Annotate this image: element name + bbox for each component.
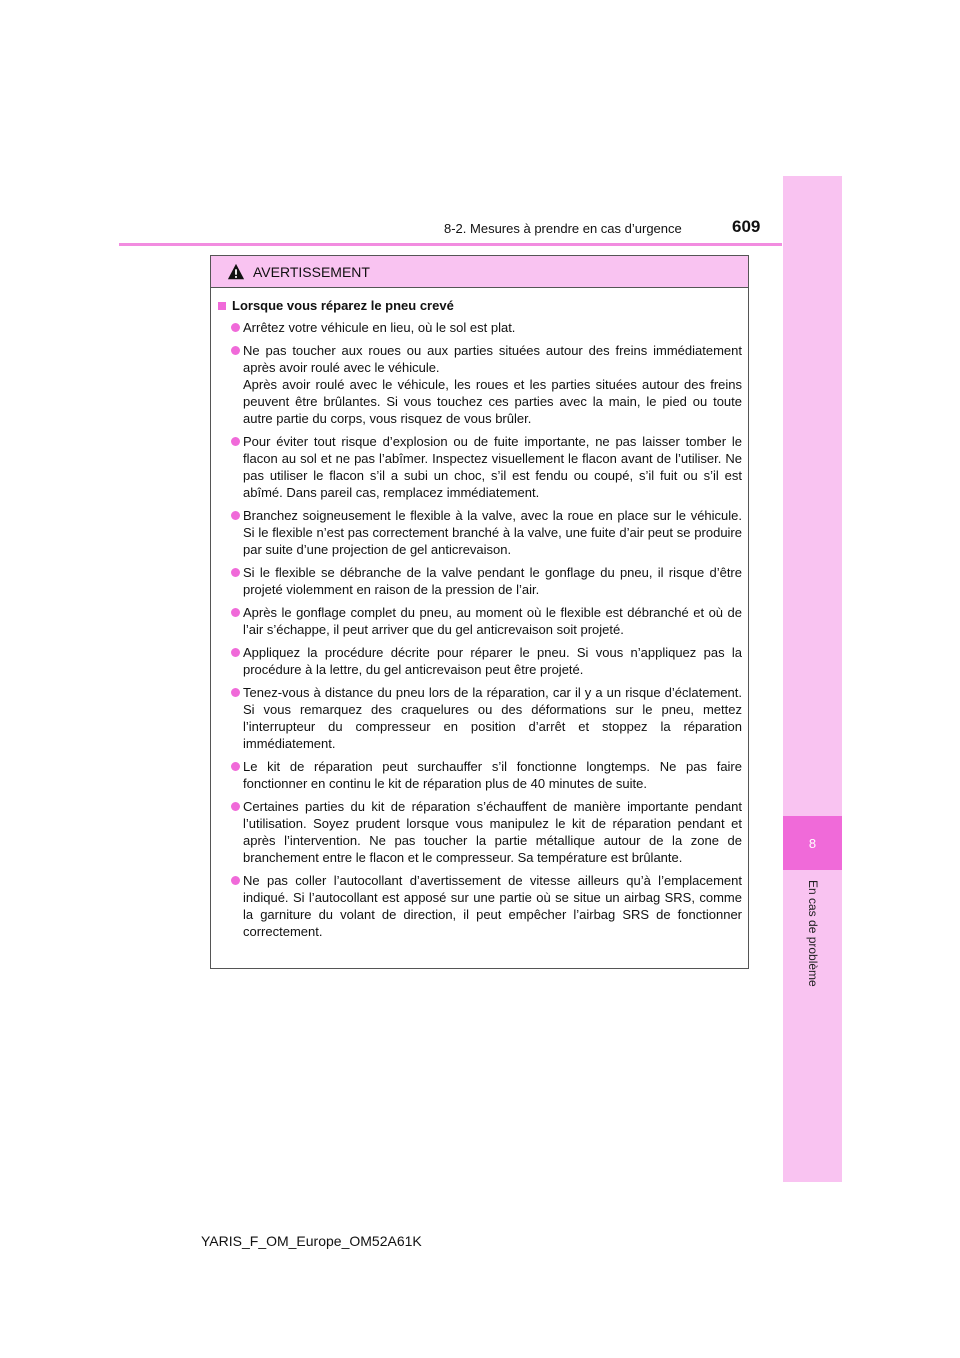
round-bullet-icon <box>231 346 240 355</box>
list-item <box>218 798 742 866</box>
warning-triangle-icon <box>227 263 245 281</box>
list-item-text: Branchez soigneusement le flexible à la valve, avec la roue en place sur le véhicule. Si le flexible n’est pas correctement branché à la valve, une fuite d’air peut se produire par suite d’une projection de gel anticrevaison. <box>243 508 742 557</box>
list-item-text: Tenez-vous à distance du pneu lors de la réparation, car il y a un risque d’éclatement. Si vous remarquez des craquelures ou des déformations sur le pneu, mettez l’interrupteur du compresseur en position d’arrêt et stoppez la réparation immédiatement. <box>243 685 742 751</box>
warning-heading <box>218 298 742 313</box>
round-bullet-icon <box>231 323 240 332</box>
list-item-text: Certaines parties du kit de réparation s’échauffent de manière importante pendant l’utilisation. Soyez prudent lorsque vous manipulez le kit de réparation pendant et après l’intervention. Ne pas toucher la partie métallique autour de la zone de branchement entre le flacon et le compresseur. Sa température est brûlante. <box>243 799 742 865</box>
chapter-number: 8 <box>783 816 842 870</box>
round-bullet-icon <box>231 688 240 697</box>
chapter-side-tab <box>783 176 842 1182</box>
warning-header <box>211 256 748 288</box>
list-item <box>218 644 742 678</box>
list-item <box>218 507 742 558</box>
list-item-text: Appliquez la procédure décrite pour réparer le pneu. Si vous n’appliquez pas la procédure à la lettre, du gel anticrevaison peut être projeté. <box>243 645 742 677</box>
list-item-text: Ne pas coller l’autocollant d’avertissement de vitesse ailleurs qu’à l’emplacement indiqué. Si l’autocollant est apposé sur une partie où se situe un airbag SRS, comme la garniture du volant de direction, il peut empêcher l’airbag SRS de fonctionner correctement. <box>243 873 742 939</box>
list-item-text: Arrêtez votre véhicule en lieu, où le sol est plat. <box>243 320 516 335</box>
list-item-text: Ne pas toucher aux roues ou aux parties situées autour des freins immédiatement après avoir roulé avec le véhicule. Après avoir roulé avec le véhicule, les roues et les parties situées autour des freins peuvent être brûlantes. Si vous touchez ces parties avec la main, le pied ou toute autre partie du corps, vous risquez de vous brûler. <box>243 343 742 426</box>
list-item-text: Pour éviter tout risque d’explosion ou de fuite importante, ne pas laisser tomber le flacon au sol et ne pas l’abîmer. Inspectez visuellement le flacon avant de l’utiliser. Ne pas utiliser le flacon s’il a subi un choc, s’il est fendu ou coupé, s’il fuit ou s’il est abîmé. Dans pareil cas, remplacez immédiatement. <box>243 434 742 500</box>
list-item <box>218 684 742 752</box>
list-item <box>218 604 742 638</box>
round-bullet-icon <box>231 437 240 446</box>
list-item <box>218 433 742 501</box>
round-bullet-icon <box>231 511 240 520</box>
list-item <box>218 872 742 940</box>
list-item-text: Après le gonflage complet du pneu, au moment où le flexible est débranché et où de l’air s’échappe, il peut arriver que du gel anticrevaison soit projeté. <box>243 605 742 637</box>
round-bullet-icon <box>231 648 240 657</box>
list-item-text: Si le flexible se débranche de la valve pendant le gonflage du pneu, il risque d’être projeté violemment en raison de la pression de l’air. <box>243 565 742 597</box>
round-bullet-icon <box>231 608 240 617</box>
chapter-label: En cas de problème <box>806 880 820 987</box>
section-title: 8-2. Mesures à prendre en cas d’urgence <box>444 221 682 236</box>
round-bullet-icon <box>231 762 240 771</box>
list-item <box>218 564 742 598</box>
list-item-text: Le kit de réparation peut surchauffer s’il fonctionne longtemps. Ne pas faire fonctionner en continu le kit de réparation plus de 40 minutes de suite. <box>243 759 742 791</box>
list-item <box>218 319 742 336</box>
warning-heading-text: Lorsque vous réparez le pneu crevé <box>232 298 454 313</box>
warning-list <box>218 319 742 940</box>
list-item <box>218 342 742 427</box>
round-bullet-icon <box>231 568 240 577</box>
round-bullet-icon <box>231 802 240 811</box>
list-item <box>218 758 742 792</box>
square-bullet-icon <box>218 302 226 310</box>
warning-title: AVERTISSEMENT <box>253 263 370 280</box>
warning-body <box>211 288 748 940</box>
header-divider <box>119 243 782 246</box>
warning-box <box>210 255 749 969</box>
document-code: YARIS_F_OM_Europe_OM52A61K <box>201 1233 422 1249</box>
round-bullet-icon <box>231 876 240 885</box>
page-number: 609 <box>732 217 761 236</box>
